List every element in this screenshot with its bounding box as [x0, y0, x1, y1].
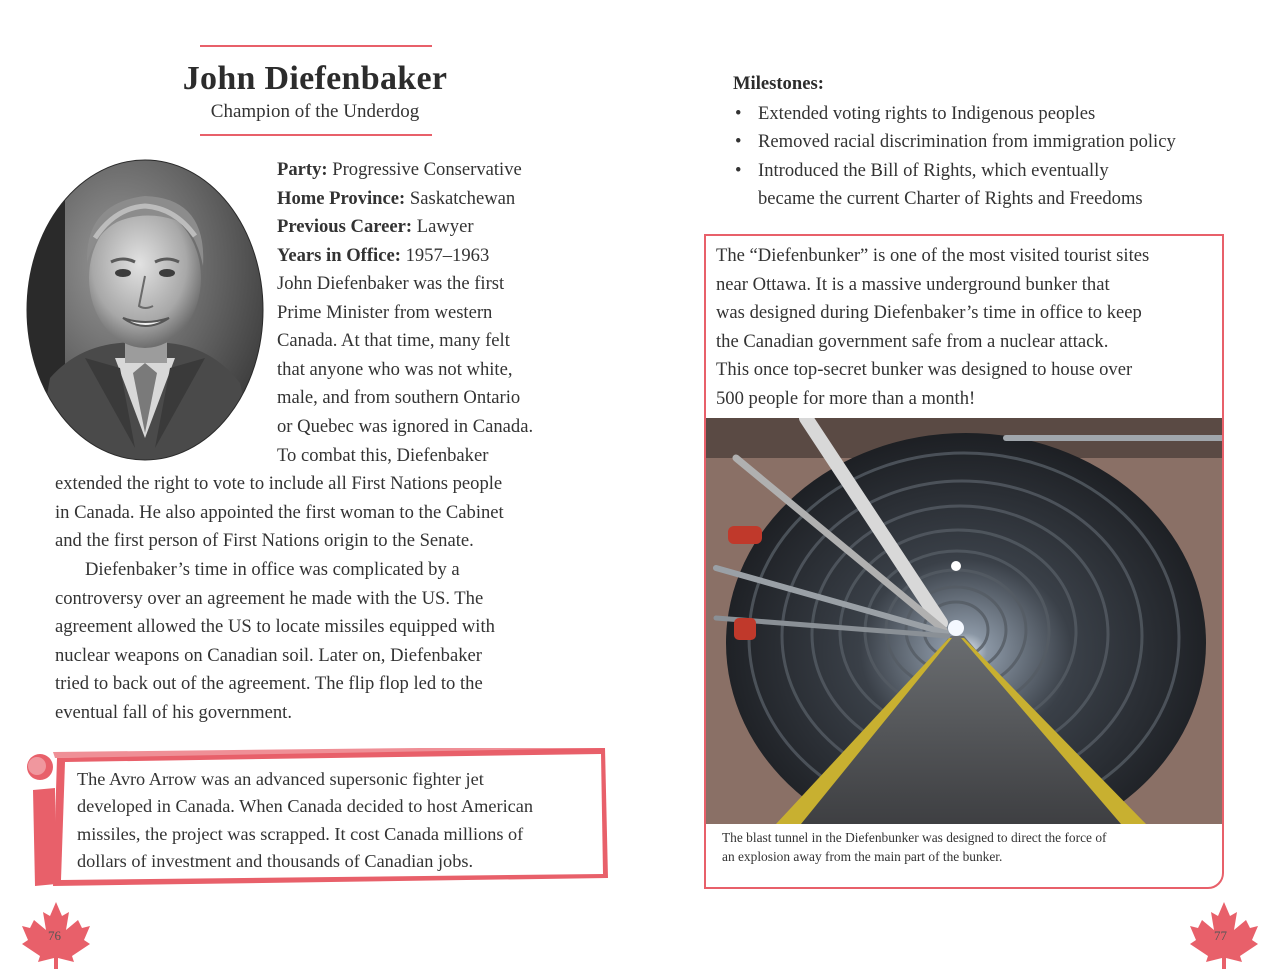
text-line: Extended voting rights to Indigenous peoples [758, 103, 1096, 124]
fact-party [277, 156, 577, 185]
page-number-left: 76 [48, 928, 61, 943]
photo-caption [722, 828, 1192, 866]
text-line: missiles, the project was scrapped. It cost Canada millions of [77, 823, 524, 844]
text-line: nuclear weapons on Canadian soil. Later on, Diefenbaker [55, 644, 482, 666]
text-line: Canada. At that time, many felt [277, 330, 510, 352]
list-item [733, 128, 1243, 156]
list-item [733, 100, 1243, 128]
fact-value: 1957–1963 [400, 244, 490, 266]
diefenbunker-text [716, 242, 1221, 414]
text-line: This once top-secret bunker was designed to house over [716, 359, 1133, 381]
info-i-icon [25, 752, 65, 888]
blast-tunnel-photo [706, 418, 1222, 824]
fact-label: Previous Career: [277, 216, 413, 238]
page-number-right: 77 [1214, 928, 1227, 943]
text-line: the Canadian government safe from a nuclear attack. [716, 330, 1109, 352]
intro-paragraph-top [277, 270, 582, 470]
text-line: an explosion away from the main part of the bunker. [722, 849, 1003, 864]
fact-value: Saskatchewan [405, 187, 516, 209]
text-line: agreement allowed the US to locate missiles equipped with [55, 616, 495, 638]
text-line: developed in Canada. When Canada decided to host American [77, 796, 534, 817]
diefenbaker-portrait [25, 158, 265, 463]
text-line: John Diefenbaker was the first [277, 273, 505, 294]
text-line: tried to back out of the agreement. The flip flop led to the [55, 673, 483, 695]
info-callout-text [77, 766, 597, 875]
text-line: The blast tunnel in the Diefenbunker was designed to direct the force of [722, 830, 1107, 845]
controversy-paragraph [55, 556, 585, 728]
text-line: eventual fall of his government. [55, 701, 292, 723]
list-item [733, 157, 1243, 214]
page-title: John Diefenbaker [182, 60, 448, 97]
text-line: male, and from southern Ontario [277, 387, 521, 409]
fact-career [277, 213, 577, 242]
text-line: controversy over an agreement he made with the US. The [55, 587, 484, 609]
text-line: Introduced the Bill of Rights, which eventually [758, 159, 1109, 181]
fact-label: Party: [277, 159, 328, 180]
fact-label: Years in Office: [277, 244, 401, 266]
bullet-icon: • [735, 159, 742, 181]
title-top-rule [200, 45, 432, 47]
text-line: in Canada. He also appointed the first woman to the Cabinet [55, 501, 504, 523]
intro-paragraph-bottom [55, 470, 585, 556]
fact-province [277, 185, 577, 214]
milestones-heading: Milestones: [733, 73, 824, 94]
fact-value: Progressive Conservative [327, 159, 522, 180]
fact-years [277, 242, 577, 271]
text-line: extended the right to vote to include all First Nations people [55, 473, 503, 494]
text-line: that anyone who was not white, [277, 358, 513, 380]
fact-value: Lawyer [412, 216, 474, 238]
milestones-list [733, 100, 1243, 214]
text-line: 500 people for more than a month! [716, 387, 976, 409]
fact-list [277, 156, 577, 270]
text-line: The “Diefenbunker” is one of the most visited tourist sites [716, 245, 1150, 266]
text-line: To combat this, Diefenbaker [277, 444, 489, 466]
text-line: Removed racial discrimination from immigration policy [758, 131, 1176, 153]
text-line: and the first person of First Nations origin to the Senate. [55, 530, 474, 552]
text-line: dollars of investment and thousands of Canadian jobs. [77, 850, 474, 871]
text-line: Diefenbaker’s time in office was complicated by a [85, 559, 460, 580]
title-bottom-rule [200, 134, 432, 136]
bullet-icon: • [735, 131, 742, 153]
text-line: became the current Charter of Rights and Freedoms [758, 188, 1143, 210]
text-line: Prime Minister from western [277, 301, 493, 323]
text-line: The Avro Arrow was an advanced supersonic fighter jet [77, 769, 484, 789]
bullet-icon: • [735, 103, 742, 124]
text-line: was designed during Diefenbaker’s time in office to keep [716, 302, 1142, 324]
text-line: or Quebec was ignored in Canada. [277, 415, 534, 437]
fact-label: Home Province: [277, 187, 406, 209]
page-subtitle: Champion of the Underdog [210, 101, 420, 122]
text-line: near Ottawa. It is a massive underground bunker that [716, 273, 1110, 295]
